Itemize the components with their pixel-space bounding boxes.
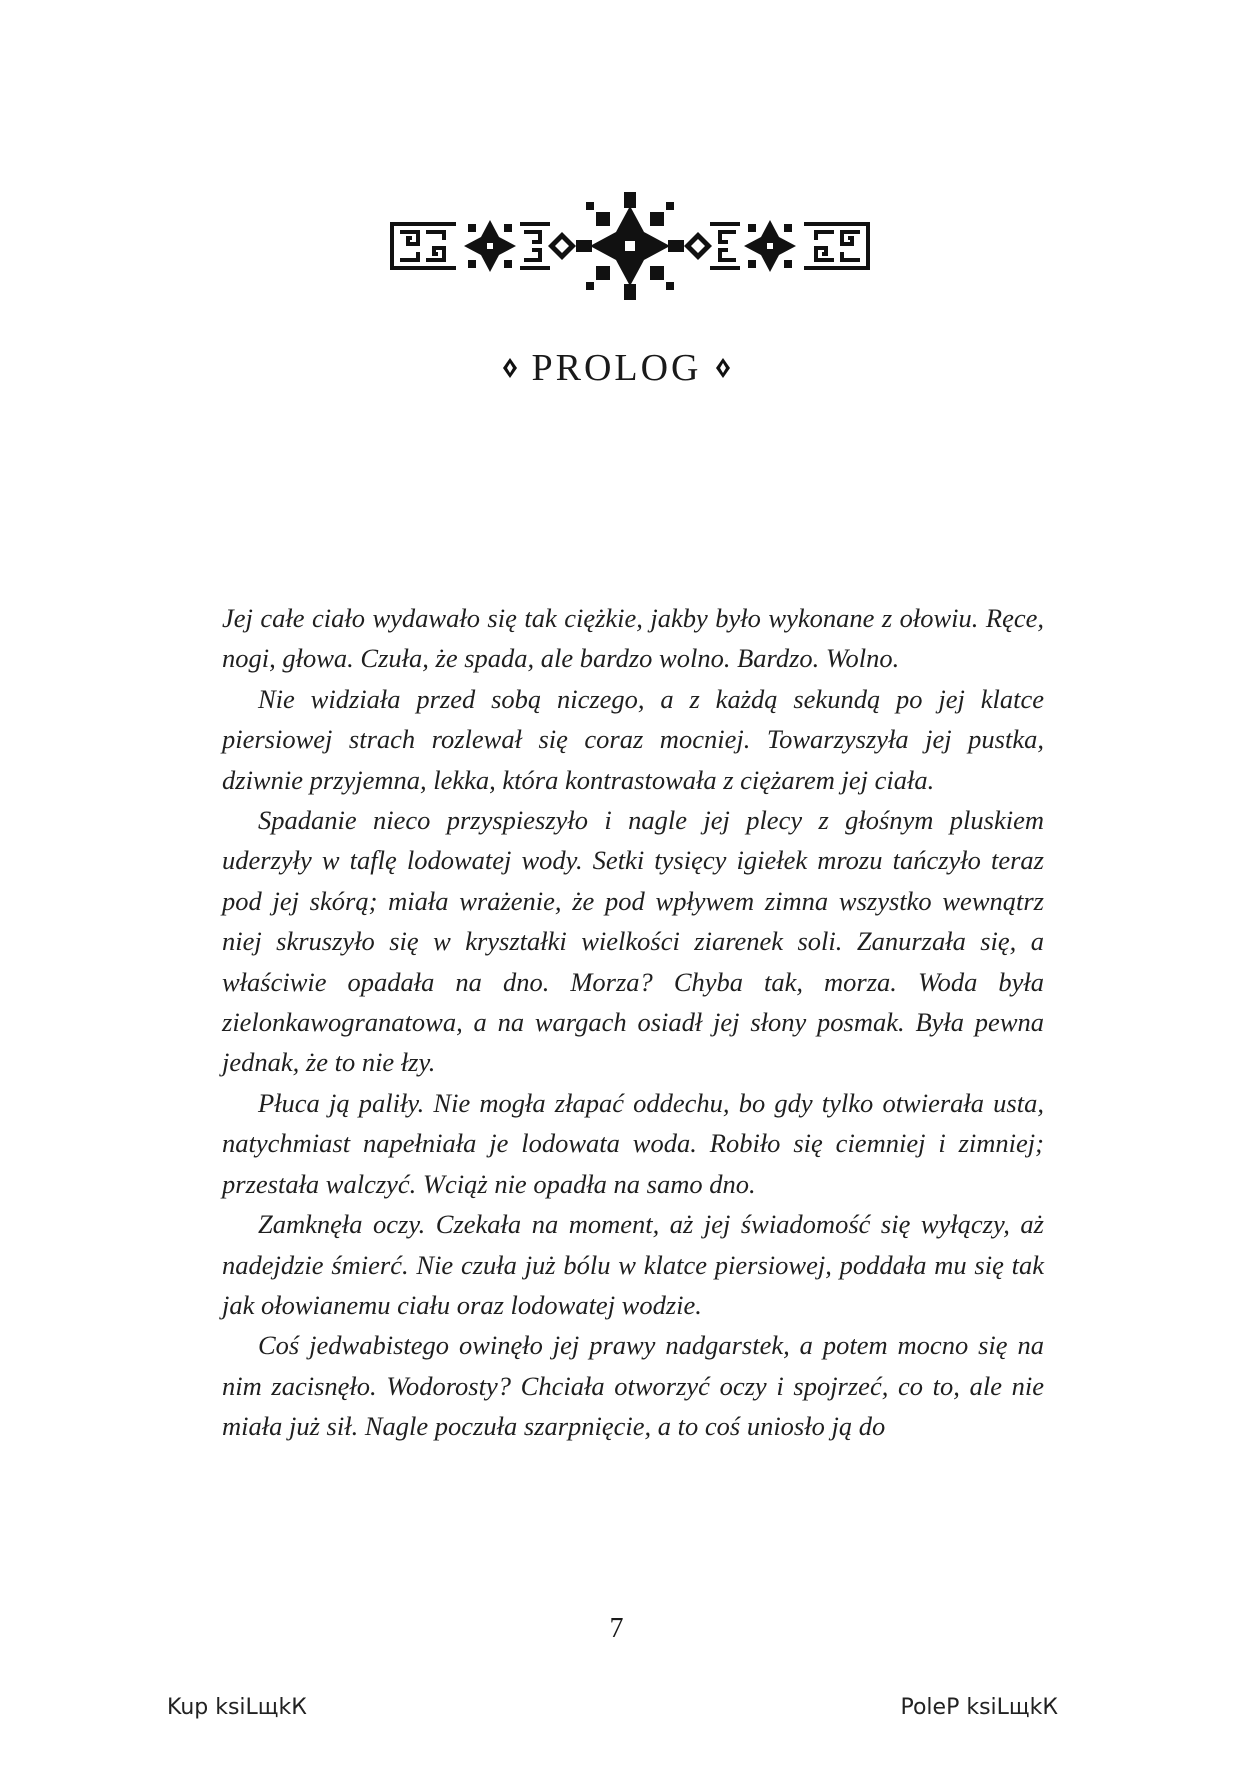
footer-recommend-link[interactable]: PoleР ksiLщkК [900, 1695, 1058, 1720]
prologue-text [222, 598, 1044, 1447]
paragraph: Zamknęła oczy. Czekała na moment, aż jej świadomość się wyłączy, aż nadejdzie śmierć. Nie czuła już bólu w klatce piersiowej, poddała mu się tak jak ołowianemu ciału oraz lodowatej wodzie. [222, 1209, 1044, 1320]
paragraph: Spadanie nieco przyspieszyło i nagle jej plecy z głośnym pluskiem uderzyły w taflę lodowatej wody. Setki tysięcy igiełek mrozu tańczyło teraz pod jej skórą; miała wrażenie, że pod wpływem zimna wszystko wewnątrz niej skruszyło się w kryształki wielkości ziarenek soli. Zanurzała się, a właściwie opadała na dno. Morza? Chyba tak, morza. Woda była zielonkawogranatowa, a na wargach osiadł jej słony posmak. Była pewna jednak, że to nie łzy. [222, 805, 1044, 1078]
chapter-title: PROLOG [531, 347, 702, 389]
ornament-right-icon [714, 356, 732, 380]
footer-buy-link[interactable]: Kup ksiLщkК [167, 1695, 307, 1720]
page-number: 7 [609, 1613, 624, 1644]
paragraph: Nie widziała przed sobą niczego, a z każdą sekundą po jej klatce piersiowej strach rozlewał się coraz mocniej. Towarzyszyła jej pustka, dziwnie przyjemna, lekka, która kontrastowała z ciężarem jej ciała. [222, 683, 1044, 795]
paragraph: Jej całe ciało wydawało się tak ciężkie, jakby było wykonane z ołowiu. Ręce, nogi, głowa. Czuła, że spada, ale bardzo wolno. Bardzo. Wolno. [222, 603, 1044, 674]
folk-ornament-icon [390, 190, 870, 302]
chapter-heading [0, 344, 1233, 392]
paragraph: Płuca ją paliły. Nie mogła złapać oddechu, bo gdy tylko otwierała usta, natychmiast napełniała je lodowata woda. Robiło się ciemniej i zimniej; przestała walczyć. Wciąż nie opadła na samo dno. [222, 1087, 1044, 1199]
ornament-left-icon [501, 356, 519, 380]
paragraph: Coś jedwabistego owinęło jej prawy nadgarstek, a potem mocno się na nim zacisnęło. Wodorosty? Chciała otworzyć oczy i spojrzeć, co to, ale nie miała już sił. Nagle poczuła szarpnięcie, a to coś uniosło ją do [222, 1330, 1044, 1442]
